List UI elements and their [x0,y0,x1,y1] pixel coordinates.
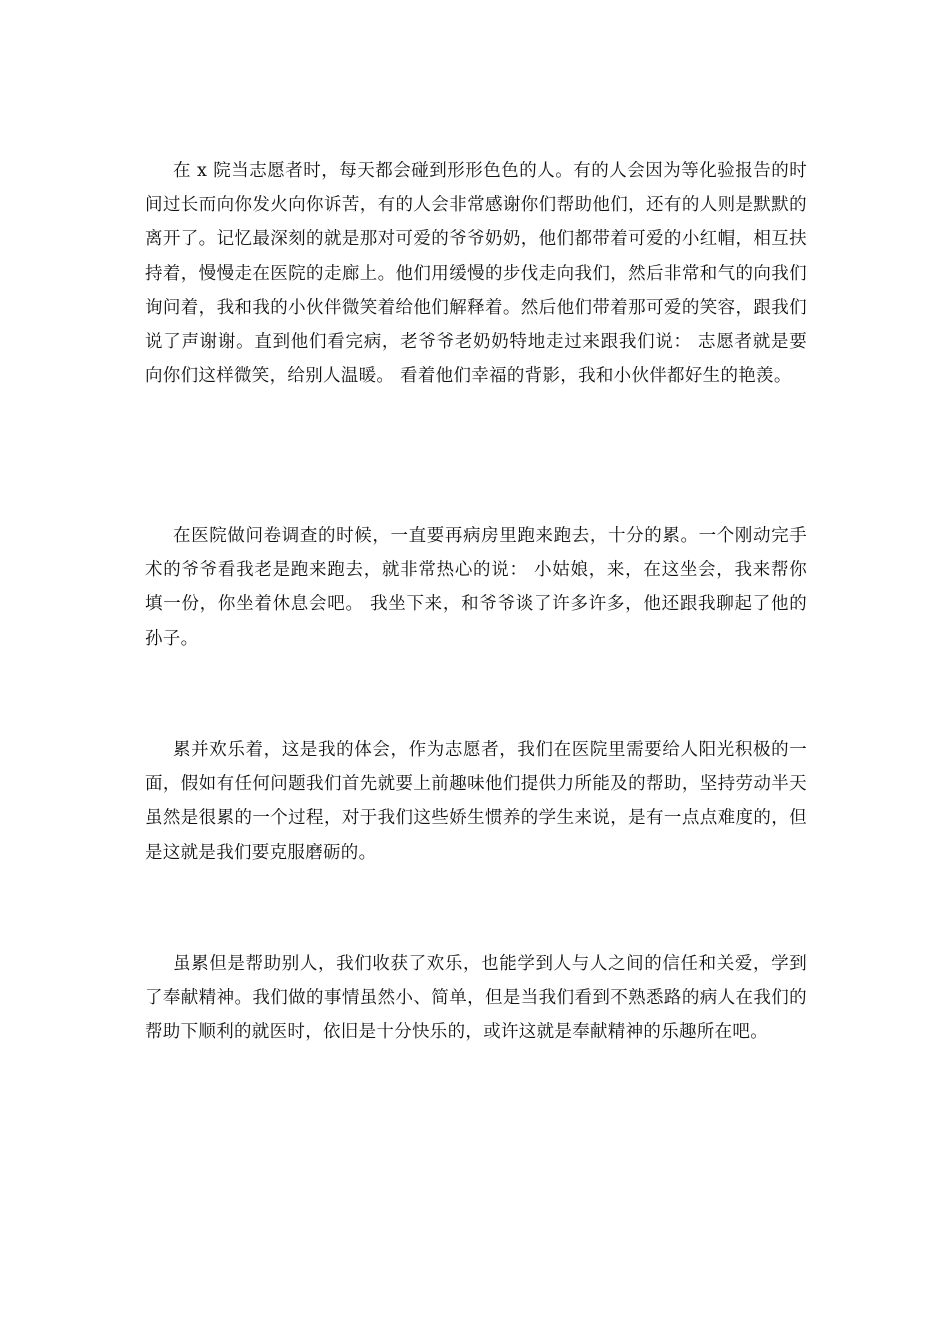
paragraph-questionnaire: 在医院做问卷调查的时候，一直要再病房里跑来跑去，十分的累。一个刚动完手术的爷爷看我老是跑来跑去，就非常热心的说： 小姑娘，来，在这坐会，我来帮你填一份，你坐着休息会吧。 我坐下来，和爷爷谈了许多许多，他还跟我聊起了他的孙子。 [145,526,807,649]
paragraph-dedication-spirit: 虽累但是帮助别人，我们收获了欢乐，也能学到人与人之间的信任和关爱，学到了奉献精神。我们做的事情虽然小、简单，但是当我们看到不熟悉路的病人在我们的帮助下顺利的就医时，依旧是十分快乐的，或许这就是奉献精神的乐趣所在吧。 [145,954,807,1043]
paragraph-tired-but-happy: 累并欢乐着，这是我的体会，作为志愿者，我们在医院里需要给人阳光积极的一面，假如有任何问题我们首先就要上前趣味他们提供力所能及的帮助，坚持劳动半天虽然是很累的一个过程，对于我们这些娇生惯养的学生来说，是有一点点难度的，但是这就是我们要克服磨砺的。 [145,740,807,863]
paragraph-volunteer-encounters: 在 x 院当志愿者时，每天都会碰到形形色色的人。有的人会因为等化验报告的时间过长而向你发火向你诉苦，有的人会非常感谢你们帮助他们，还有的人则是默默的离开了。记忆最深刻的就是那对可爱的爷爷奶奶，他们都带着可爱的小红帽，相互扶持着，慢慢走在医院的走廊上。他们用缓慢的步伐走向我们，然后非常和气的向我们询问着，我和我的小伙伴微笑着给他们解释着。然后他们带着那可爱的笑容，跟我们说了声谢谢。直到他们看完病，老爷爷老奶奶特地走过来跟我们说： 志愿者就是要向你们这样微笑，给别人温暖。 看着他们幸福的背影，我和小伙伴都好生的艳羡。 [145,161,807,387]
